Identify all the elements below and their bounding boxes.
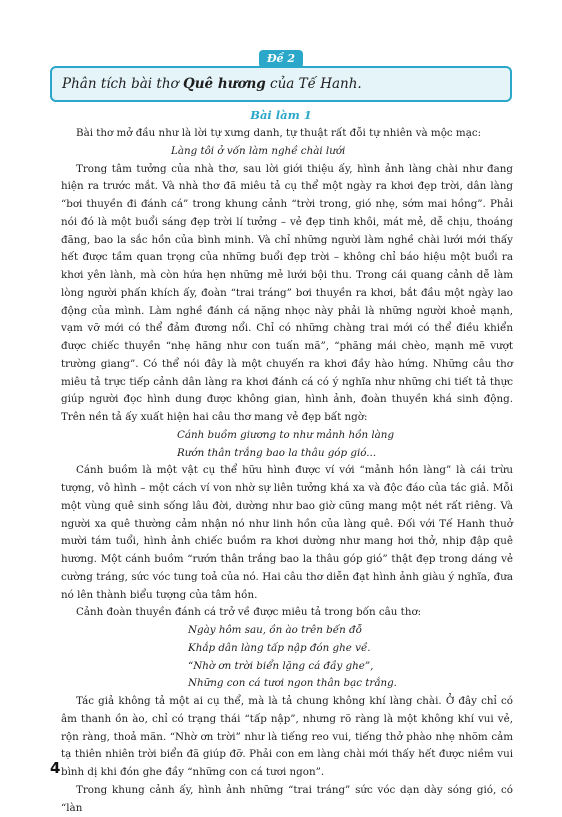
topic-title-suffix: của Tế Hanh. [265,76,362,92]
verse-line: Ngày hôm sau, ồn ào trên bến đỗ [188,624,362,636]
exam-badge: Đề 2 [259,50,303,68]
paragraph-intro: Bài thơ mở đầu như là lời tự xưng danh, tự thuật rất đỗi tự nhiên và mộc mạc: [76,127,482,139]
verse-line: Cánh buồm giương to như mảnh hồn làng [177,428,395,441]
verse-line: Làng tôi ở vốn làm nghề chài lưới [171,144,346,157]
paragraph: Tác giả không tả một ai cụ thể, mà là tả chung không khí làng chài. Ở đây chỉ có âm thanh ồn ào, chỉ có trạng thái “tấp nập”, nhưng rõ ràng là một không khí vui vẻ, rộn ràng, thoả mãn. “Nhờ ơn trời” như là tiếng reo vui, tiếng thở phào nhẹ nhõm cảm tạ thiên nhiên trời biển đã giúp đỡ. Phải con em làng chài mới thấy hết được niềm vui bình dị khi đón ghe đầy “những con cá tươi ngon”. [61,695,513,778]
essay-body [61,125,513,817]
verse-line: Rướn thân trắng bao la thâu góp gió... [177,446,377,459]
verse-line: Khắp dân làng tấp nập đón ghe về. [188,641,371,654]
poem-title: Quê hương [182,76,266,92]
section-title: Bài làm 1 [250,108,312,122]
topic-title-box [50,66,512,102]
topic-title-prefix: Phân tích bài thơ [62,76,183,92]
verse-line: “Nhờ ơn trời biển lặng cá đầy ghe”, [188,659,374,672]
page-number: 4 [50,759,61,777]
paragraph: Cánh buồm là một vật cụ thể hữu hình được ví với “mảnh hồn làng” là cái trừu tượng, vô hình – một cách ví von nhờ sự liên tưởng khá xa và độc đáo của tác giả. Mỗi một vùng quê sinh sống lâu đời, dường như bao giờ cũng mang một nét rất riêng. Và người xa quê thường cảm nhận nó như linh hồn của làng quê. Đối với Tế Hanh thuở mười tám tuổi, hình ảnh chiếc buồm ra khơi dường như mang hơi thở, nhịp đập quê hương. Một cánh buồm “rướn thân trắng bao la thâu góp gió” thật đẹp trong dáng vẻ cường tráng, sức vóc tung toả của nó. Hai câu thơ diễn đạt hình ảnh giàu ý nghĩa, đưa nó lên thành biểu tượng của tâm hồn. [61,464,513,601]
verse-line: Những con cá tươi ngon thân bạc trắng. [188,677,397,690]
paragraph: Trong tâm tưởng của nhà thơ, sau lời giới thiệu ấy, hình ảnh làng chài như đang hiện ra trước mắt. Và nhà thơ đã miêu tả cụ thể một ngày ra khơi đẹp trời, dân làng “bơi thuyền đi đánh cá” trong khung cảnh “trời trong, gió nhẹ, sớm mai hồng”. Phải nói đó là một buổi sáng đẹp trời lí tưởng – vẻ đẹp tinh khôi, mát mẻ, dễ chịu, thoáng đãng, bao la sắc hồn của bình minh. Và chỉ những người làm nghề chài lưới mới thấy hết được tầm quan trọng của những buổi đẹp trời – không chỉ báo hiệu một buổi ra khơi yên lành, mà còn hứa hẹn những mẻ lưới bội thu. Trong cái quang cảnh dễ làm lòng người phấn khích ấy, đoàn “trai tráng” bơi thuyền ra khơi, bắt đầu một ngày lao động của mình. Làm nghề đánh cá nặng nhọc này phải là những người khoẻ mạnh, vạm vỡ mới có thể đảm đương nổi. Chỉ có những chàng trai mới có thể điều khiển được chiếc thuyền “nhẹ hăng như con tuấn mã”, “phăng mái chèo, mạnh mẽ vượt trường giang”. Có thể nói đây là một chuyến ra khơi đầy hào hứng. Những câu thơ miêu tả trực tiếp cảnh dân làng ra khơi đánh cá có ý nghĩa như những chi tiết tả thực giúp người đọc hình dung được không gian, hình ảnh, đoàn thuyền khá sinh động. Trên nền tả ấy xuất hiện hai câu thơ mang vẻ đẹp bất ngờ: [61,162,513,423]
paragraph: Trong khung cảnh ấy, hình ảnh những “trai tráng” sức vóc dạn dày sóng gió, có “làn [61,783,513,814]
paragraph: Cảnh đoàn thuyền đánh cá trở về được miêu tả trong bốn câu thơ: [76,606,422,619]
